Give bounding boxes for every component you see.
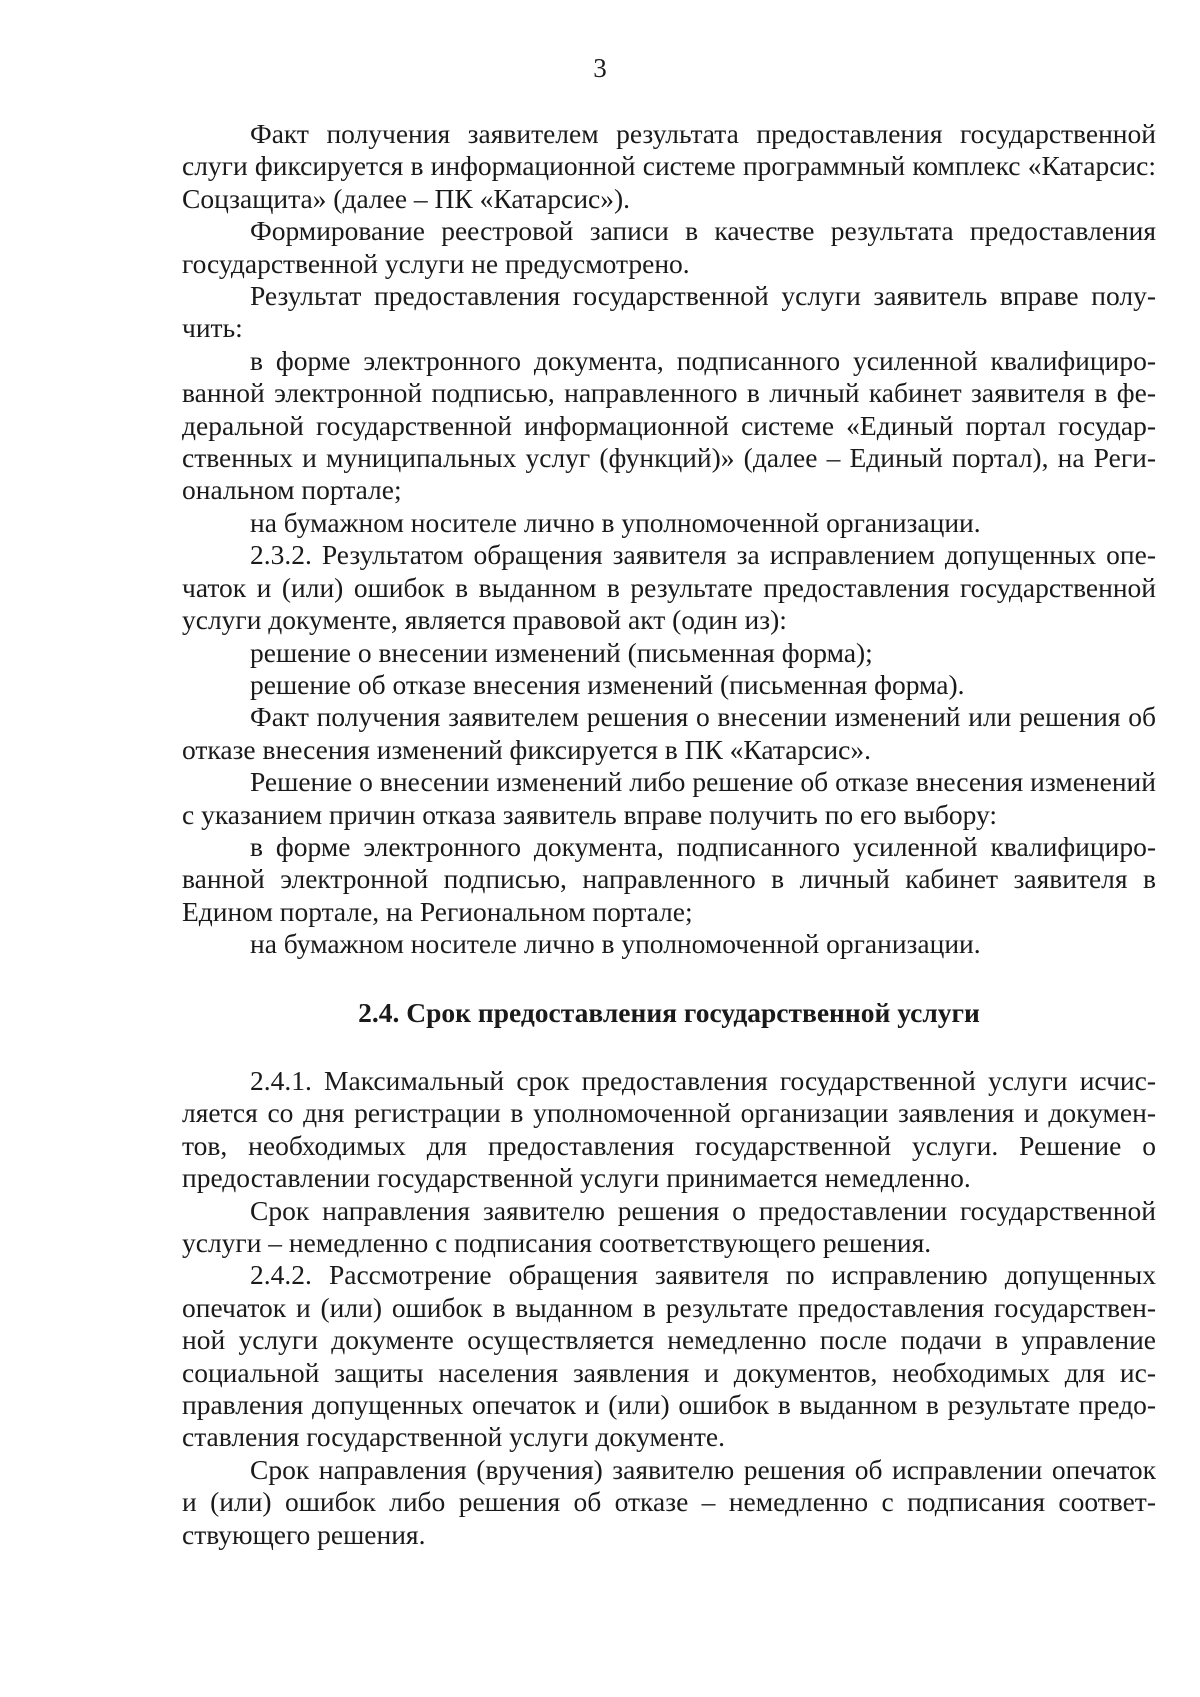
paragraph: 2.4.1. Максимальный срок предоставления государственной услуги исчисляется со дня регистрации в уполномоченной организации заявления и документов, необходимых для предоставления государственной услуги. Решение о предоставлении государственной услуги принимается немедленно.: [182, 1064, 1156, 1194]
paragraph: Результат предоставления государственной услуги заявитель вправе получить:: [182, 280, 1156, 344]
paragraph: 2.4.2. Рассмотрение обращения заявителя по исправлению допущенных опечаток и (или) ошибок в выданном в результате предоставления государственной услуги документе осуществляется немедленно после подачи в управление социальной защиты населения заявления и документов, необходимых для исправления допущенных опечаток и (или) ошибок в выданном в результате предоставления государственной услуги документе.: [182, 1259, 1156, 1453]
paragraph: в форме электронного документа, подписанного усиленной квалифицированной электронной подписью, направленного в личный кабинет заявителя в Едином портале, на Региональном портале;: [182, 830, 1156, 927]
page-number: 3: [593, 53, 607, 83]
paragraph: на бумажном носителе лично в уполномоченной организации.: [250, 506, 981, 538]
paragraph: Формирование реестровой записи в качестве результата предоставления государственной услуги не предусмотрено.: [182, 215, 1156, 279]
document-body: [182, 118, 1156, 1551]
paragraph: решение об отказе внесения изменений (письменная форма).: [250, 668, 965, 700]
paragraph: Срок направления (вручения) заявителю решения об исправлении опечаток и (или) ошибок либо решения об отказе – немедленно с подписания соответствующего решения.: [182, 1453, 1156, 1550]
paragraph: 2.3.2. Результатом обращения заявителя за исправлением допущенных опечаток и (или) ошибок в выданном в результате предоставления государственной услуги документе, является правовой акт (один из):: [182, 539, 1156, 636]
paragraph: Срок направления заявителю решения о предоставлении государственной услуги – немедленно с подписания соответствующего решения.: [182, 1194, 1156, 1258]
paragraph: Решение о внесении изменений либо решение об отказе внесения изменений с указанием причин отказа заявитель вправе получить по его выбору:: [182, 766, 1156, 830]
paragraph: в форме электронного документа, подписанного усиленной квалифицированной электронной подписью, направленного в личный кабинет заявителя в федеральной государственной информационной системе «Единый портал государственных и муниципальных услуг (функций)» (далее – Единый портал), на Региональном портале;: [182, 344, 1156, 506]
paragraph: на бумажном носителе лично в уполномоченной организации.: [250, 928, 981, 960]
paragraph: Факт получения заявителем решения о внесении изменений или решения об отказе внесения изменений фиксируется в ПК «Катарсис».: [182, 701, 1156, 765]
paragraph: решение о внесении изменений (письменная форма);: [250, 636, 873, 668]
section-heading: 2.4. Срок предоставления государственной услуги: [358, 996, 980, 1028]
paragraph: Факт получения заявителем результата предоставления государственной слуги фиксируется в информационной системе программный комплекс «Катарсис: Соцзащита» (далее – ПК «Катарсис»).: [182, 118, 1156, 214]
